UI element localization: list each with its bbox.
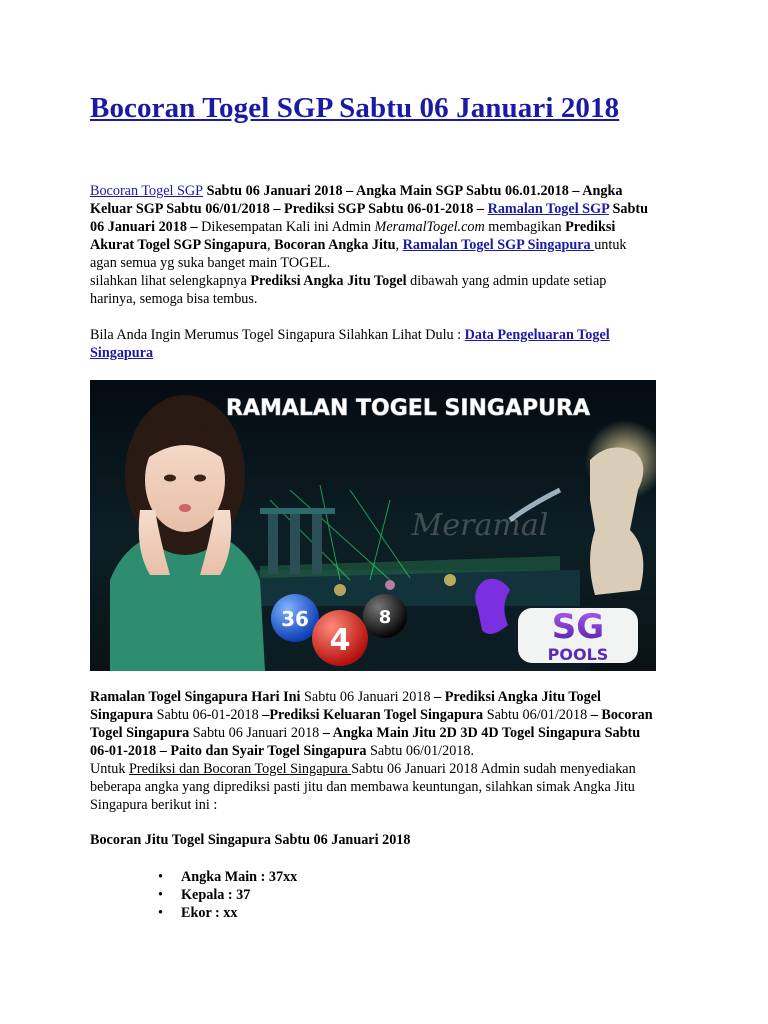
intro-text-5: untuk agan semua yg suka banget main TOGEL. bbox=[90, 237, 627, 271]
site-name: MeramalTogel.com bbox=[374, 219, 485, 235]
intro-paragraph bbox=[90, 182, 655, 308]
data-text: Bila Anda Ingin Merumus Togel Singapura Silahkan Lihat Dulu : bbox=[90, 327, 465, 343]
second-text-2: Sabtu 06-01-2018 bbox=[153, 707, 263, 723]
intro-bold-5: Prediksi Angka Jitu Togel bbox=[250, 273, 407, 289]
banner-watermark: Meramal bbox=[411, 508, 549, 543]
bocoran-togel-sgp-link[interactable]: Bocoran Togel SGP bbox=[90, 183, 204, 199]
intro-bold-4: Bocoran Angka Jitu bbox=[274, 237, 396, 253]
ramalan-togel-sgp-link[interactable]: Ramalan Togel SGP bbox=[487, 201, 609, 217]
intro-text-4: , bbox=[395, 237, 403, 253]
ball-4: 4 bbox=[329, 623, 351, 658]
ball-8: 8 bbox=[378, 607, 392, 628]
second-text-7: Sabtu 06 Januari 2018 Admin sudah menyediakan beberapa angka yang diprediksi pasti jitu dan membawa keuntungan, silahkan simak Angka Jitu Singapura berikut ini : bbox=[90, 761, 636, 813]
second-bold-1: Ramalan Togel Singapura Hari Ini bbox=[90, 689, 301, 705]
banner-heading: RAMALAN TOGEL SINGAPURA bbox=[226, 396, 590, 421]
banner-image bbox=[90, 380, 656, 671]
second-text-6: Untuk bbox=[90, 761, 130, 777]
intro-bold-1: Sabtu 06 Januari 2018 – Angka Main SGP Sabtu 06.01.2018 – Angka Keluar SGP Sabtu 06/01/2018 – Prediksi SGP Sabtu 06-01-2018 – bbox=[90, 183, 623, 217]
section-heading: Bocoran Jitu Togel Singapura Sabtu 06 Januari 2018 bbox=[90, 832, 411, 848]
ramalan-togel-sgp-singapura-link[interactable]: Ramalan Togel SGP Singapura bbox=[402, 237, 595, 253]
data-pengeluaran-link[interactable]: Data Pengeluaran Togel Singapura bbox=[90, 327, 610, 361]
banner-graphic bbox=[90, 380, 656, 671]
data-paragraph bbox=[90, 326, 655, 362]
second-bold-3: –Prediksi Keluaran Togel Singapura bbox=[262, 707, 484, 723]
list-item-ekor: • Ekor : xx bbox=[158, 904, 297, 922]
logo-sg: SG bbox=[551, 607, 605, 647]
second-bold-5: – Angka Main Jitu 2D 3D 4D Togel Singapura Sabtu 06-01-2018 – Paito dan Syair Togel Singapura bbox=[90, 725, 641, 759]
intro-text-1: Dikesempatan Kali ini Admin bbox=[197, 219, 375, 235]
intro-text-6: silahkan lihat selengkapnya bbox=[90, 273, 251, 289]
intro-text-2: membagikan bbox=[484, 219, 566, 235]
second-text-3: Sabtu 06/01/2018 bbox=[483, 707, 591, 723]
second-bold-4: – Bocoran Togel Singapura bbox=[90, 707, 653, 741]
page-title[interactable]: Bocoran Togel SGP Sabtu 06 Januari 2018 bbox=[90, 92, 620, 124]
intro-text-3: , bbox=[267, 237, 275, 253]
second-text-5: Sabtu 06/01/2018. bbox=[366, 743, 475, 759]
prediksi-bocoran-link[interactable]: Prediksi dan Bocoran Togel Singapura bbox=[129, 761, 352, 777]
prediction-list bbox=[158, 868, 297, 922]
intro-bold-2: Sabtu 06 Januari 2018 – bbox=[90, 201, 649, 235]
ball-36: 36 bbox=[281, 607, 309, 631]
list-item-angka-main: • Angka Main : 37xx bbox=[158, 868, 297, 886]
second-text-1: Sabtu 06 Januari 2018 bbox=[300, 689, 435, 705]
list-item-kepala: • Kepala : 37 bbox=[158, 886, 297, 904]
second-bold-2: – Prediksi Angka Jitu Togel Singapura bbox=[90, 689, 601, 723]
intro-text-7: dibawah yang admin update setiap harinya, semoga bisa tembus. bbox=[90, 273, 607, 307]
logo-pools: POOLS bbox=[547, 645, 609, 664]
intro-bold-3: Prediksi Akurat Togel SGP Singapura bbox=[90, 219, 616, 253]
second-text-4: Sabtu 06 Januari 2018 bbox=[189, 725, 323, 741]
second-paragraph bbox=[90, 688, 655, 814]
